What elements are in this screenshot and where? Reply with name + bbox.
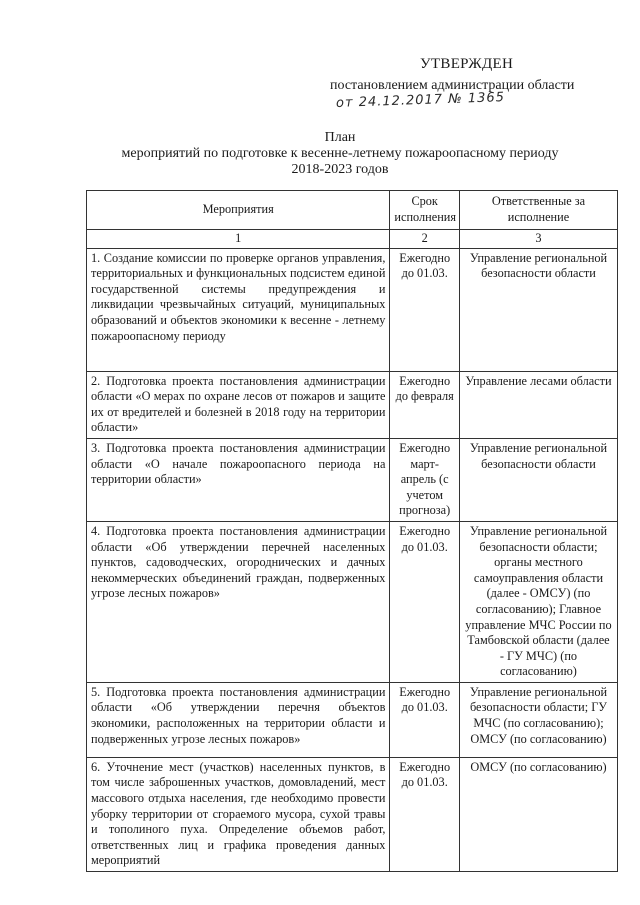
activity-cell: 3. Подготовка проекта постановления администрации области «О начале пожароопасного периода на территории области» — [87, 438, 390, 521]
plan-title-line3: 2018-2023 годов — [291, 162, 389, 177]
column-number: 1 — [87, 230, 390, 249]
resolution-line: постановлением администрации области — [330, 78, 575, 93]
responsible-cell: Управление региональной безопасности области; органы местного самоуправления области (далее - ОМСУ) (по согласованию); Главное управление МЧС России по Тамбовской области (далее - ГУ МЧС) (по согласованию) — [459, 521, 617, 682]
plan-title-line1: План — [324, 130, 356, 145]
term-cell: Ежегодно до 01.03. — [390, 682, 460, 757]
plan-title-line2: мероприятий по подготовке к весенне-летнему пожароопасному периоду — [121, 146, 559, 161]
responsible-cell: Управление региональной безопасности области — [459, 438, 617, 521]
header-responsible: Ответственные за исполнение — [459, 191, 617, 230]
table-row — [87, 521, 618, 682]
header-activities: Мероприятия — [87, 191, 390, 230]
table-row — [87, 248, 618, 371]
table-header-row — [87, 191, 618, 230]
term-cell: Ежегодно до 01.03. — [390, 248, 460, 371]
responsible-cell: Управление региональной безопасности области — [459, 248, 617, 371]
activity-cell: 5. Подготовка проекта постановления администрации области «Об утверждении перечня объектов экономики, расположенных на территории области и подверженных угрозе лесных пожаров» — [87, 682, 390, 757]
column-number: 2 — [390, 230, 460, 249]
term-cell: Ежегодно до февраля — [390, 371, 460, 438]
column-number-row — [87, 230, 618, 249]
activity-cell: 2. Подготовка проекта постановления администрации области «О мерах по охране лесов от пожаров и защите их от вредителей и болезней в 2018 году на территории области» — [87, 371, 390, 438]
term-cell: Ежегодно март-апрель (с учетом прогноза) — [390, 438, 460, 521]
activity-cell: 6. Уточнение мест (участков) населенных пунктов, в том числе заброшенных участков, домовладений, мест массового отдыха населения, где необходимо провести уборку территории от сгораемого мусора, сухой травы и тополиного пуха. Определение объемов работ, ответственных лиц и графика проведения данных мероприятий — [87, 757, 390, 871]
table-row — [87, 682, 618, 757]
column-number: 3 — [459, 230, 617, 249]
responsible-cell: ОМСУ (по согласованию) — [459, 757, 617, 871]
plan-table — [86, 190, 618, 872]
responsible-cell: Управление региональной безопасности области; ГУ МЧС (по согласованию); ОМСУ (по согласованию) — [459, 682, 617, 757]
table-row — [87, 438, 618, 521]
term-cell: Ежегодно до 01.03. — [390, 757, 460, 871]
handwritten-date-number: от 24.12.2017 № 1365 — [335, 90, 506, 111]
activity-cell: 4. Подготовка проекта постановления администрации области «Об утверждении перечней населенных пунктов, садоводческих, огороднических и дачных некоммерческих объединений граждан, подверженных угрозе лесных пожаров» — [87, 521, 390, 682]
table-row — [87, 757, 618, 871]
responsible-cell: Управление лесами области — [459, 371, 617, 438]
activity-cell: 1. Создание комиссии по проверке органов управления, территориальных и функциональных подсистем единой государственной системы предупреждения и ликвидации чрезвычайных ситуаций, муниципальных образований и объектов экономики к весенне - летнему пожароопасному периоду — [87, 248, 390, 371]
term-cell: Ежегодно до 01.03. — [390, 521, 460, 682]
plan-title — [60, 130, 620, 178]
table-row — [87, 371, 618, 438]
header-term: Срок исполнения — [390, 191, 460, 230]
approved-heading: УТВЕРЖДЕН — [420, 56, 514, 72]
